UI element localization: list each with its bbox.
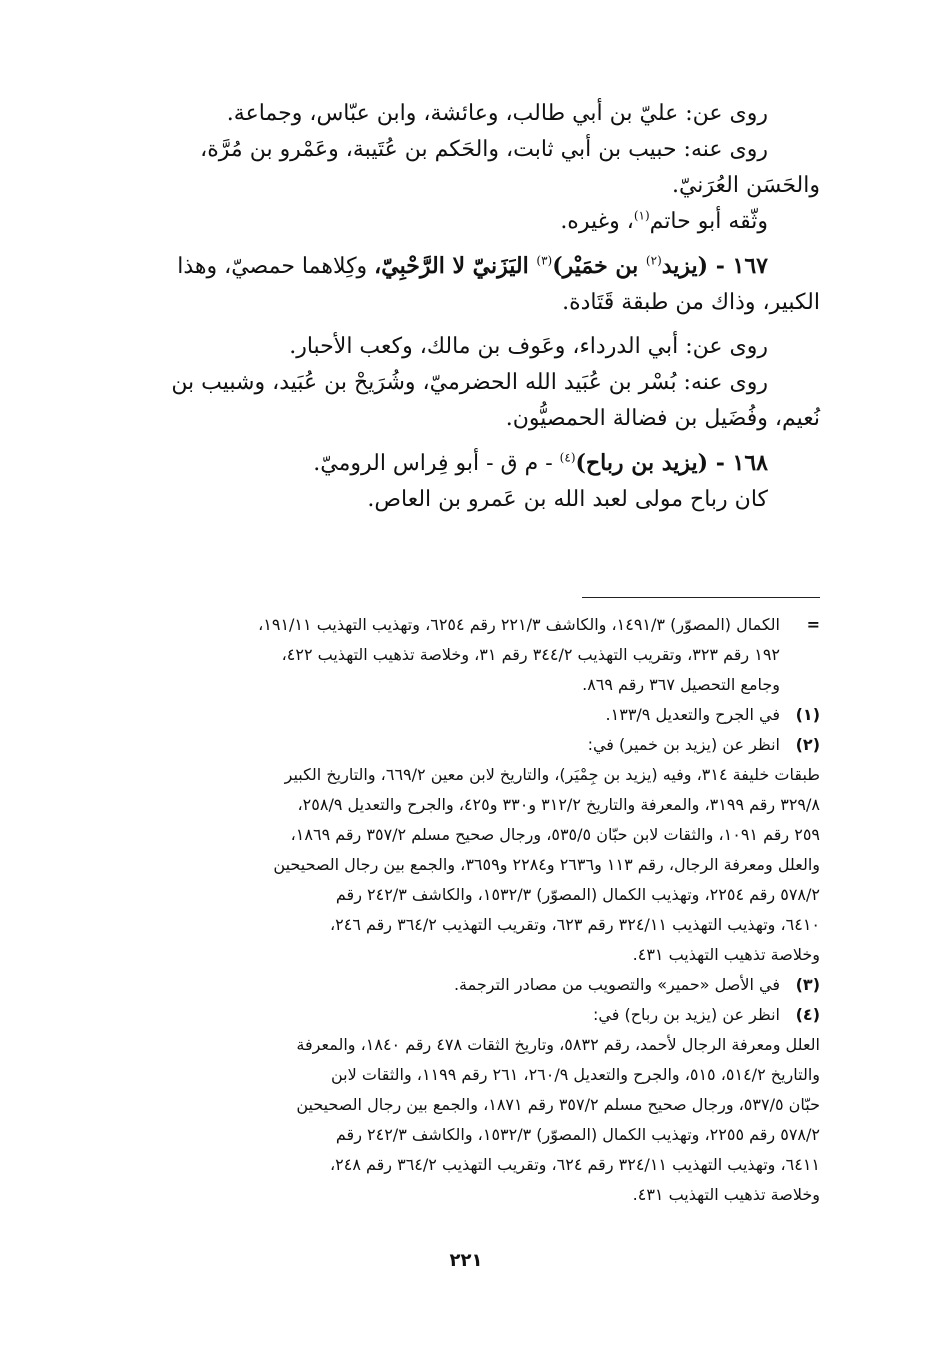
footnote-divider: [582, 597, 820, 598]
footnote-2: [110, 730, 820, 760]
main-text: [110, 96, 820, 518]
footnote-continued-line: ١٩٢ رقم ٣٢٣، وتقريب التهذيب ٣٤٤/٢ رقم ٣١، وخلاصة تذهيب التهذيب ٤٢٢،: [281, 645, 780, 664]
footnote-4: [110, 1000, 820, 1030]
footnote-1: [110, 700, 820, 730]
entry-166-narrated-from: روى عن: عليّ بن أبي طالب، وعائشة، وابن عبّاس، وجماعة.: [226, 101, 768, 126]
entry-166-narrated-by-cont: والحَسَن العُرَنيّ.: [671, 173, 820, 198]
footnote-2-mark: (٢): [795, 735, 820, 754]
footnote-4-line: ٦٤١١، وتهذيب التهذيب ٣٢٤/١١ رقم ٦٢٤، وتقريب التهذيب ٣٦٤/٢ رقم ٢٤٨،: [329, 1155, 820, 1174]
entry-168-heading: [110, 445, 820, 482]
footnote-2-line: ٥٧٨/٢ رقم ٢٢٥٤، وتهذيب الكمال (المصوّر) ١٥٣٢/٣، والكاشف ٢٤٢/٣ رقم: [335, 885, 820, 904]
entry-167-narrated-by: روى عنه: بُسْر بن عُبَيد الله الحضرميّ، وشُرَيحْ بن عُبَيد، وشبيب بن: [171, 370, 768, 395]
footnote-continued: [110, 610, 820, 640]
footnote-4-intro: انظر عن (يزيد بن رباح) في:: [592, 1005, 780, 1024]
entry-167-desc: وكِلاهما حمصيّ، وهذا: [177, 254, 375, 279]
footnote-3: [110, 970, 820, 1000]
footnote-1-text: في الجرح والتعديل ١٣٣/٩.: [605, 705, 780, 724]
footnote-continued-line: وجامع التحصيل ٣٦٧ رقم ٨٦٩.: [582, 675, 780, 694]
footnote-3-text: في الأصل «حمير» والتصويب من مصادر الترجمة.: [453, 975, 780, 994]
footnote-2-line: والعلل ومعرفة الرجال، رقم ١١٣ و٢٦٣٦ و٢٢٨٤ و٣٦٥٩، والجمع بين رجال الصحيحين: [273, 855, 820, 874]
entry-166-trust: [110, 204, 820, 240]
footnote-ref-2: (٢): [645, 253, 662, 268]
footnote-2-intro: انظر عن (يزيد بن خمير) في:: [587, 735, 780, 754]
footnote-4-mark: (٤): [795, 1005, 820, 1024]
entry-168-number-name: ١٦٨ - (يزيد بن رباح): [575, 450, 768, 476]
trust-text: وثّقه أبو حاتم: [649, 209, 768, 234]
trust-text-end: ، وغيره.: [560, 209, 634, 234]
footnote-4-line: ٥٧٨/٢ رقم ٢٢٥٥، وتهذيب الكمال (المصوّر) ١٥٣٢/٣، والكاشف ٢٤٢/٣ رقم: [335, 1125, 820, 1144]
footnote-2-line: ٦٤١٠، وتهذيب التهذيب ٣٢٤/١١ رقم ٦٢٣، وتقريب التهذيب ٣٦٤/٢ رقم ٢٤٦،: [329, 915, 820, 934]
footnote-4-line: وخلاصة تذهيب التهذيب ٤٣١.: [632, 1185, 820, 1204]
entry-167-name: بن خمَيْر): [552, 253, 646, 279]
footnote-4-line: حبّان ٥٣٧/٥، ورجال صحيح مسلم ٣٥٧/٢ رقم ١٨٧١، والجمع بين رجال الصحيحين: [296, 1095, 820, 1114]
entry-167-heading: [110, 248, 820, 285]
footnote-ref-1: (١): [633, 208, 650, 223]
entry-167-number-name: ١٦٧ - (يزيد: [661, 253, 768, 279]
entry-168-kunya: - م ق - أبو فِراس الروميّ.: [313, 451, 560, 476]
entry-167-narrated-by-cont: نُعيم، وفُضَيل بن فضالة الحمصيُّون.: [505, 406, 820, 431]
entry-167-nisba: اليَزَنيّ لا الرَّحْبِيّ،: [374, 253, 537, 279]
footnote-2-line: طبقات خليفة ٣١٤، وفيه (يزيد بن جِمْيَر)، والتاريخ لابن معين ٦٦٩/٢، والتاريخ الكبير: [284, 765, 820, 784]
entry-167-narrated-from: روى عن: أبي الدرداء، وعَوف بن مالك، وكعب الأحبار.: [289, 334, 768, 359]
footnote-2-line: ٣٢٩/٨ رقم ٣١٩٩، والمعرفة والتاريخ ٣١٢/٢ و٣٣٠ و٤٢٥، والجرح والتعديل ٢٥٨/٩،: [297, 795, 820, 814]
footnote-1-mark: (١): [795, 705, 820, 724]
footnotes: [110, 610, 820, 1210]
page-number: ٢٢١: [449, 1250, 483, 1271]
footnote-4-line: العلل ومعرفة الرجال لأحمد، رقم ٥٨٣٢، وتاريخ الثقات ٤٧٨ رقم ١٨٤٠، والمعرفة: [296, 1035, 820, 1054]
entry-166-narrated-by: روى عنه: حبيب بن أبي ثابت، والحَكم بن عُتَيبة، وعَمْرو بن مُرَّة،: [200, 137, 768, 162]
continued-mark: =: [806, 615, 820, 634]
footnote-2-line: وخلاصة تذهيب التهذيب ٤٣١.: [632, 945, 820, 964]
footnote-4-line: والتاريخ ٥١٤/٢، ٥١٥، والجرح والتعديل ٢٦٠/٩، ٢٦١ رقم ١١٩٩، والثقات لابن: [330, 1065, 820, 1084]
entry-167-desc-cont: الكبير، وذاك من طبقة قَتَادة.: [562, 290, 820, 315]
footnote-2-line: ٢٥٩ رقم ١٠٩١، والثقات لابن حبّان ٥٣٥/٥، ورجال صحيح مسلم ٣٥٧/٢ رقم ١٨٦٩،: [290, 825, 820, 844]
footnote-continued-line: الكمال (المصوّر) ١٤٩١/٣، والكاشف ٢٢١/٣ رقم ٦٢٥٤، وتهذيب التهذيب ١٩١/١١،: [258, 615, 780, 634]
footnote-ref-3: (٣): [536, 253, 553, 268]
footnote-3-mark: (٣): [795, 975, 820, 994]
entry-168-desc: كان رباح مولى لعبد الله بن عَمرو بن العاص.: [367, 487, 768, 512]
footnote-ref-4: (٤): [559, 450, 576, 465]
